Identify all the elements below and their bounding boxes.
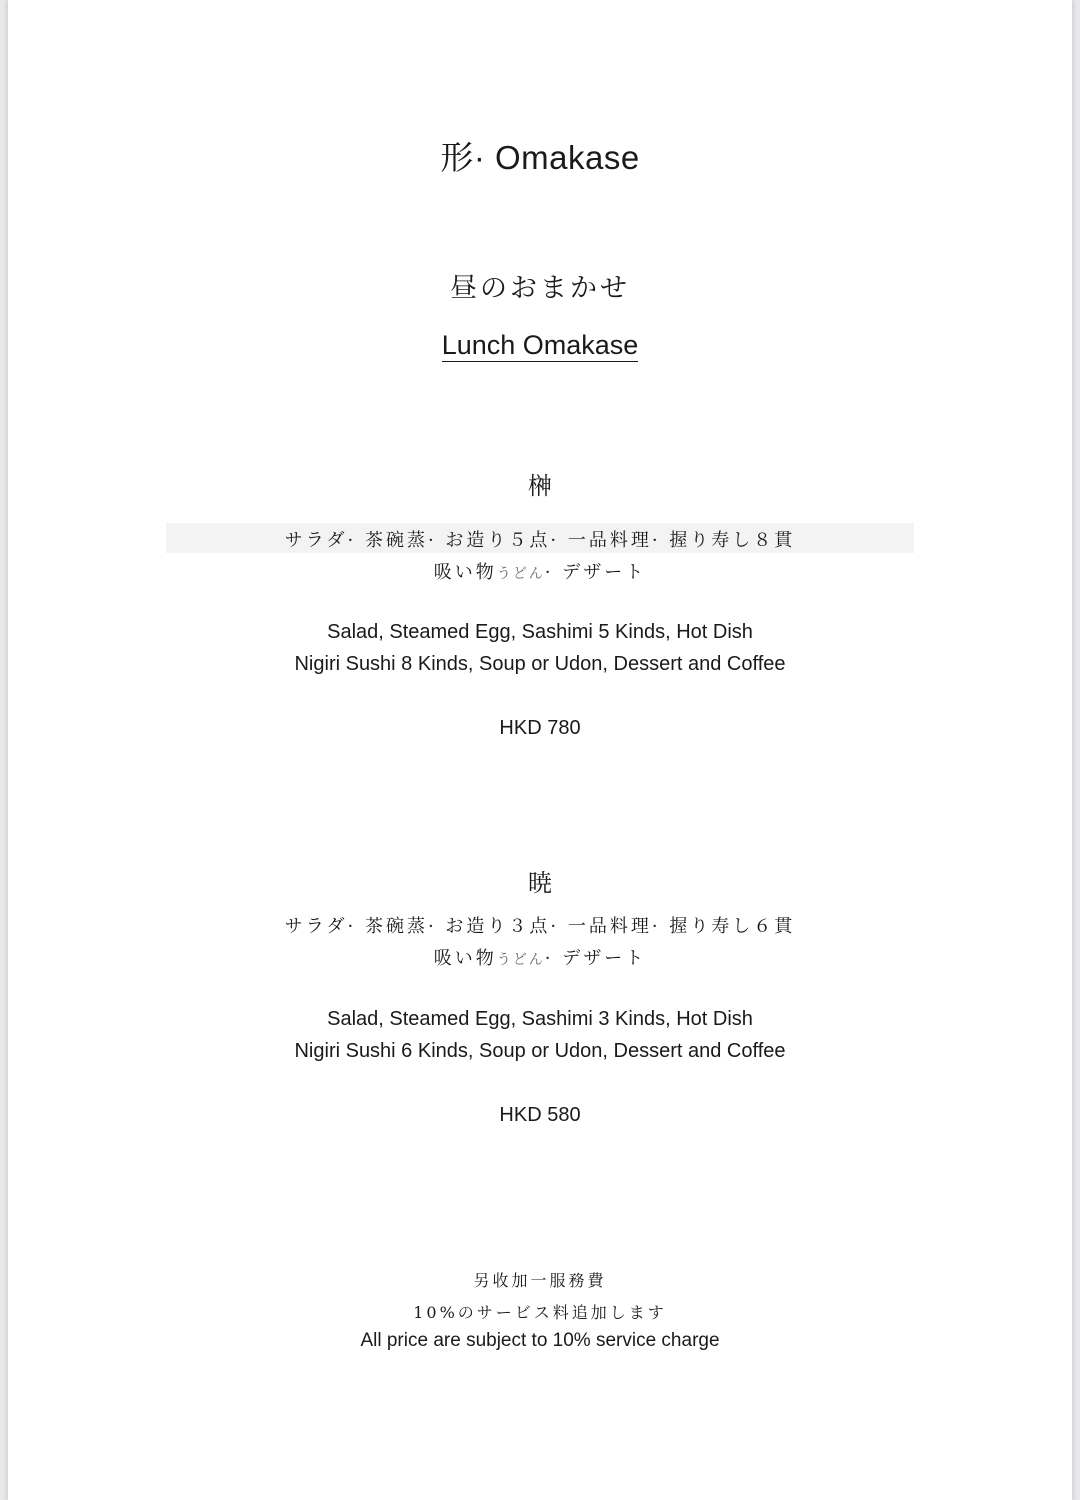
course-1-jp-line-1: サラダ· 茶碗蒸· お造り５点· 一品料理· 握り寿し８貫 [284, 530, 796, 551]
footer-service-charge-japanese: 10%のサービス料追加します [413, 1303, 667, 1322]
footer-service-charge-chinese: 另收加一服務費 [473, 1271, 607, 1290]
course-2-en-line-2: Nigiri Sushi 6 Kinds, Soup or Udon, Dessert and Coffee [294, 1040, 786, 1062]
course-1-jp-line-2 [8, 558, 1072, 584]
course-1-en-line-2: Nigiri Sushi 8 Kinds, Soup or Udon, Dessert and Coffee [294, 653, 786, 675]
footer-service-charge-english: All price are subject to 10% service charge [360, 1330, 720, 1351]
course-1-jp-soup: 吸い物 [433, 562, 497, 583]
menu-page [8, 0, 1072, 1500]
course-2-jp-udon: うどん [496, 952, 545, 968]
menu-title: 形· Omakase [440, 139, 640, 176]
course-2-en-line-1: Salad, Steamed Egg, Sashimi 3 Kinds, Hot Dish [327, 1008, 753, 1030]
course-2-jp-line-2 [8, 944, 1072, 970]
course-2-jp-line-1: サラダ· 茶碗蒸· お造り３点· 一品料理· 握り寿し６貫 [284, 916, 796, 937]
course-2-jp-soup: 吸い物 [433, 948, 497, 969]
course-2-price: HKD 580 [499, 1104, 581, 1126]
course-2-jp-dessert: · デザート [544, 948, 647, 969]
course-name-akatsuki: 暁 [528, 869, 552, 897]
section-heading-japanese: 昼のおまかせ [450, 273, 630, 304]
section-heading-english-text: Lunch Omakase [441, 330, 639, 360]
course-1-jp-udon: うどん [496, 566, 545, 582]
course-1-price: HKD 780 [499, 717, 581, 739]
section-heading-english [8, 330, 1072, 361]
course-name-sakaki: 榊 [528, 472, 552, 500]
course-1-en-line-1: Salad, Steamed Egg, Sashimi 5 Kinds, Hot Dish [327, 621, 753, 643]
course-1-jp-dessert: · デザート [544, 562, 647, 583]
